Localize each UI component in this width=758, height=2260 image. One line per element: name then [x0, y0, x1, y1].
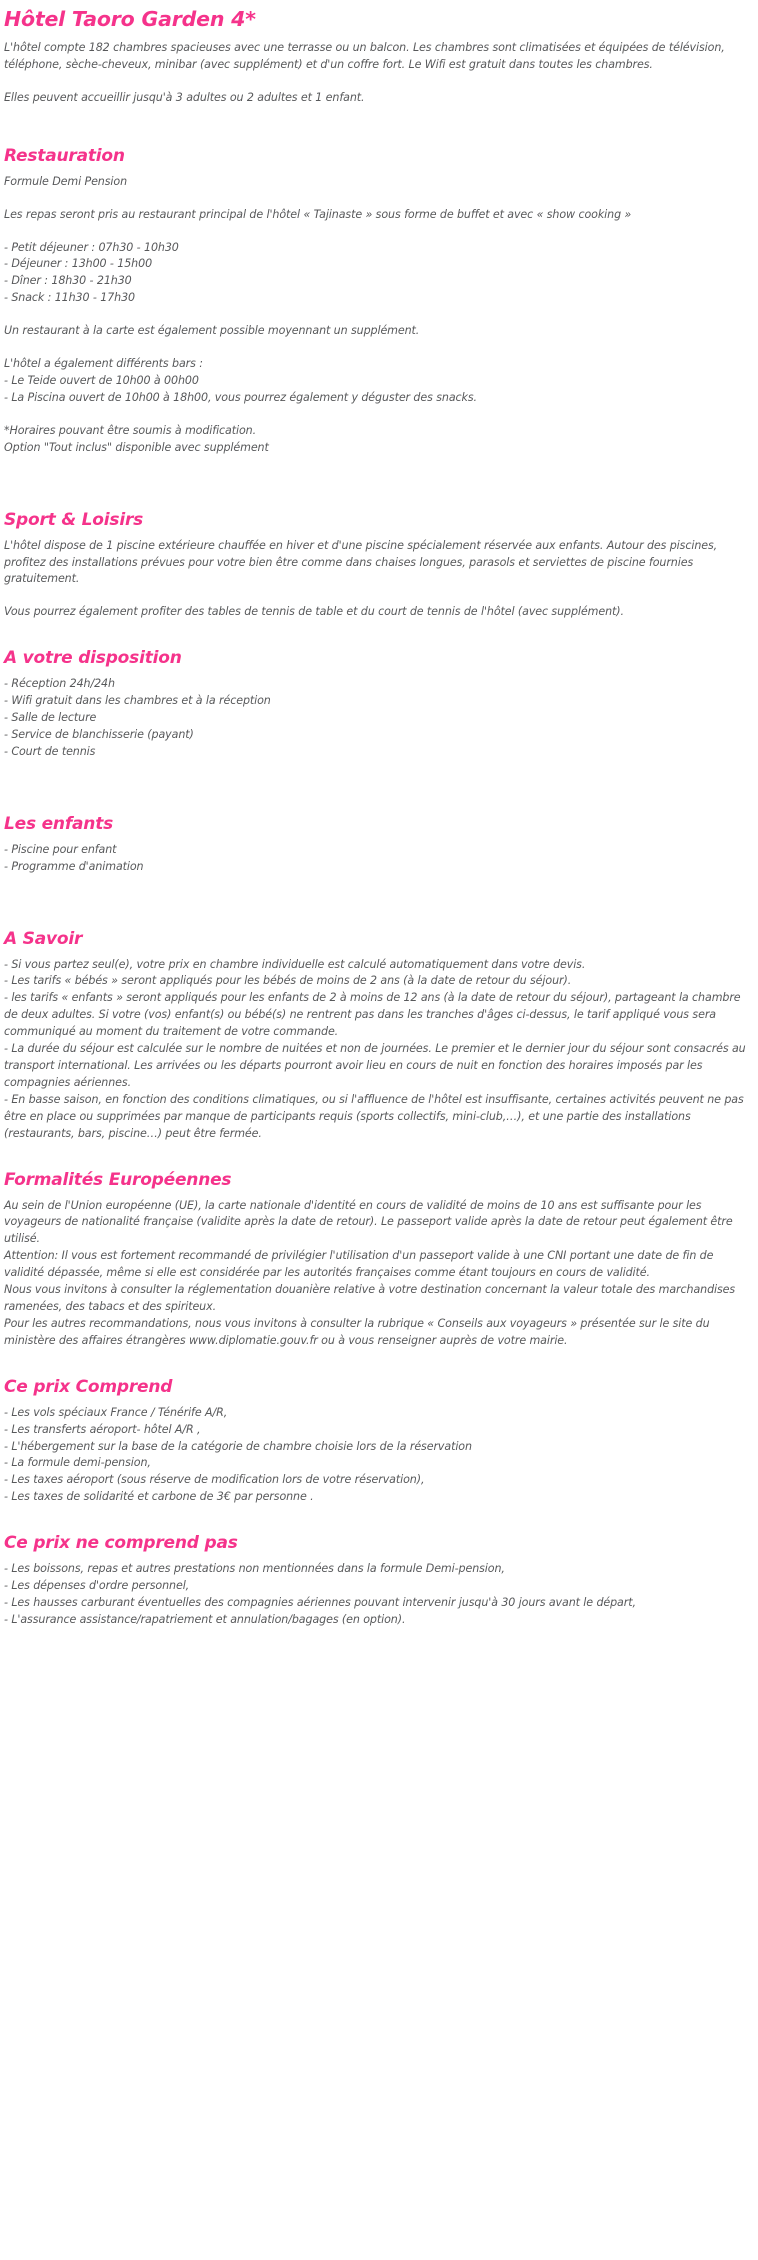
restauration-formula: Formule Demi Pension: [4, 174, 128, 188]
bars-list: [4, 356, 750, 407]
formalites-paragraph: Nous vous invitons à consulter la réglementation douanière relative à votre destination concernant la valeur totale des marchandises ramenées, des tabacs et des spiriteux.: [4, 1283, 736, 1313]
disposition-list: [4, 676, 750, 761]
section-heading-formalites: Formalités Européennes: [4, 1169, 232, 1190]
spacer: [4, 473, 750, 509]
list-item: - Les dépenses d'ordre personnel,: [4, 1579, 190, 1593]
list-item: - L'assurance assistance/rapatriement et annulation/bagages (en option).: [4, 1612, 406, 1626]
spacer: [4, 777, 750, 813]
list-item: - Si vous partez seul(e), votre prix en chambre individuelle est calculé automatiquement dans votre devis.: [4, 957, 586, 971]
spacer: [4, 892, 750, 928]
list-item: - Les taxes aéroport (sous réserve de modification lors de votre réservation),: [4, 1473, 425, 1487]
note-horaires: *Horaires pouvant être soumis à modification.: [4, 423, 257, 437]
list-item: - Les taxes de solidarité et carbone de 3€ par personne .: [4, 1490, 314, 1504]
note-tout-inclus: Option "Tout inclus" disponible avec supplément: [4, 440, 269, 454]
prix-ne-comprend-pas-list: [4, 1561, 750, 1629]
restauration-section: [4, 145, 750, 457]
sport-paragraph-2: Vous pourrez également profiter des tables de tennis de table et du court de tennis de l'hôtel (avec supplément).: [4, 605, 624, 619]
a-savoir-section: [4, 928, 750, 1143]
restauration-meals-intro: Les repas seront pris au restaurant principal de l'hôtel « Tajinaste » sous forme de buffet et avec « show cooking »: [4, 207, 632, 221]
page-title: Hôtel Taoro Garden 4*: [4, 7, 256, 31]
list-item: - Dîner : 18h30 - 21h30: [4, 274, 132, 288]
a-savoir-list: [4, 957, 750, 1143]
list-item: - Le Teide ouvert de 10h00 à 00h00: [4, 373, 199, 387]
sport-loisirs-section: [4, 509, 750, 622]
section-heading-a-savoir: A Savoir: [4, 928, 83, 949]
list-item: - La formule demi-pension,: [4, 1456, 151, 1470]
formalites-paragraph: Attention: Il vous est fortement recommandé de privilégier l'utilisation d'un passeport valide à une CNI portant une date de fin de validité dépassée, même si elle est considérée par les autorités françaises comme étant toujours en cours de validité.: [4, 1249, 714, 1280]
prix-comprend-section: [4, 1376, 750, 1506]
section-heading-disposition: A votre disposition: [4, 648, 182, 669]
spacer: [4, 1159, 750, 1169]
spacer: [4, 123, 750, 145]
bars-intro: L'hôtel a également différents bars :: [4, 357, 203, 371]
list-item: - En basse saison, en fonction des conditions climatiques, ou si l'affluence de l'hôtel est insuffisante, certaines activités peuvent ne pas être en place ou supprimées par manque de participants requis (sports collectifs, mini-club,…), et une partie des installations (restaurants, bars, piscine…) peut être fermée.: [4, 1092, 744, 1140]
list-item: - Salle de lecture: [4, 711, 97, 725]
restauration-notes: [4, 423, 750, 457]
list-item: - La Piscina ouvert de 10h00 à 18h00, vous pourrez également y déguster des snacks.: [4, 390, 477, 404]
list-item: - Les boissons, repas et autres prestations non mentionnées dans la formule Demi-pension,: [4, 1562, 505, 1576]
section-heading-prix-comprend: Ce prix Comprend: [4, 1376, 173, 1397]
prix-ne-comprend-pas-section: [4, 1532, 750, 1629]
disposition-section: [4, 647, 750, 761]
intro-paragraph-2: Elles peuvent accueillir jusqu'à 3 adultes ou 2 adultes et 1 enfant.: [4, 90, 365, 104]
list-item: - Petit déjeuner : 07h30 - 10h30: [4, 240, 179, 254]
list-item: - les tarifs « enfants » seront appliqués pour les enfants de 2 à moins de 12 ans (à la date de retour du séjour), partageant la chambre de deux adultes. Si votre (vos) enfant(s) ou bébé(s) ne rentrent pas dans les tranches d'âges ci-dessus, le tarif appliqué vous sera communiqué au moment du traitement de votre commande.: [4, 991, 741, 1039]
sport-paragraph-1: L'hôtel dispose de 1 piscine extérieure chauffée en hiver et d'une piscine spécialement réservée aux enfants. Autour des piscines, profitez des installations prévues pour votre bien être comme dans chaises longues, parasols et serviettes de piscine fournies gratuitement.: [4, 538, 718, 586]
intro-paragraph-1: L'hôtel compte 182 chambres spacieuses avec une terrasse ou un balcon. Les chambres sont climatisées et équipées de télévision, téléphone, sèche-cheveux, minibar (avec supplément) et d'un coffre fort. Le Wifi est gratuit dans toutes les chambres.: [4, 41, 725, 71]
section-heading-restauration: Restauration: [4, 145, 125, 166]
list-item: - Déjeuner : 13h00 - 15h00: [4, 257, 153, 271]
spacer: [4, 1366, 750, 1376]
formalites-list: [4, 1198, 750, 1350]
list-item: - Snack : 11h30 - 17h30: [4, 291, 135, 305]
list-item: - Les tarifs « bébés » seront appliqués pour les bébés de moins de 2 ans (à la date de retour du séjour).: [4, 974, 572, 988]
list-item: - Wifi gratuit dans les chambres et à la réception: [4, 694, 271, 708]
list-item: - L'hébergement sur la base de la catégorie de chambre choisie lors de la réservation: [4, 1439, 472, 1453]
restauration-a-la-carte: Un restaurant à la carte est également possible moyennant un supplément.: [4, 324, 420, 338]
list-item: - Court de tennis: [4, 744, 96, 758]
enfants-list: [4, 842, 750, 876]
list-item: - Programme d'animation: [4, 859, 144, 873]
meal-times-list: [4, 240, 750, 308]
formalites-section: [4, 1169, 750, 1350]
list-item: - Les vols spéciaux France / Ténérife A/R,: [4, 1405, 228, 1419]
list-item: - Les transferts aéroport- hôtel A/R ,: [4, 1422, 201, 1436]
section-heading-prix-ne-comprend-pas: Ce prix ne comprend pas: [4, 1533, 238, 1554]
list-item: - Piscine pour enfant: [4, 842, 117, 856]
list-item: - La durée du séjour est calculée sur le nombre de nuitées et non de journées. Le premier et le dernier jour du séjour sont consacrés au transport international. Les arrivées ou les départs pourront avoir lieu en cours de nuit en fonction des horaires imposés par les compagnies aériennes.: [4, 1042, 746, 1089]
list-item: - Service de blanchisserie (payant): [4, 727, 194, 741]
formalites-paragraph: Pour les autres recommandations, nous vous invitons à consulter la rubrique « Conseils aux voyageurs » présentée sur le site du ministère des affaires étrangères www.diplomatie.gouv.fr ou à vous renseigner auprès de votre mairie.: [4, 1316, 710, 1347]
list-item: - Réception 24h/24h: [4, 677, 115, 691]
spacer: [4, 637, 750, 647]
enfants-section: [4, 813, 750, 876]
section-heading-enfants: Les enfants: [4, 813, 114, 834]
prix-comprend-list: [4, 1405, 750, 1506]
formalites-paragraph: Au sein de l'Union européenne (UE), la carte nationale d'identité en cours de validité de moins de 10 ans est suffisante pour les voyageurs de nationalité française (validite après la date de retour). Le passeport valide après la date de retour peut également être utilisé.: [4, 1198, 733, 1246]
intro-section: [4, 40, 750, 107]
list-item: - Les hausses carburant éventuelles des compagnies aériennes pouvant intervenir jusqu'à 30 jours avant le départ,: [4, 1595, 636, 1609]
spacer: [4, 1522, 750, 1532]
section-heading-sport-loisirs: Sport & Loisirs: [4, 509, 144, 530]
